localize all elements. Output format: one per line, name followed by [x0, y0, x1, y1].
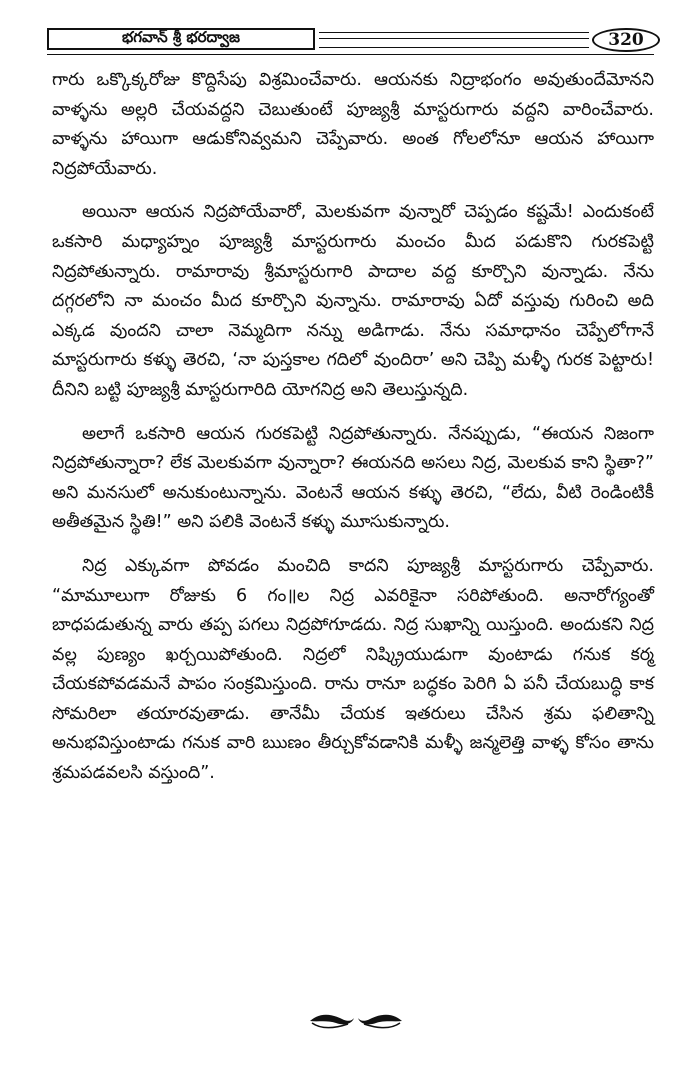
- header-rules: [319, 32, 589, 48]
- paragraph-2: అయినా ఆయన నిద్రపోయేవారో, మెలకువగా వున్నారో చెప్పడం కష్టమే! ఎందుకంటే ఒకసారి మధ్యాహ్నం పూజ్యశ్రీ మాస్టరుగారు మంచం మీద పడుకొని గురకపెట్టి నిద్రపోతున్నారు. రామారావు శ్రీమాస్టరుగారి పాదాల వద్ద కూర్చొని వున్నాడు. నేను దగ్గరలోని నా మంచం మీద కూర్చొని వున్నాను. రామారావు ఏదో వస్తువు గురించి అది ఎక్కడ వుందని చాలా నెమ్మదిగా నన్ను అడిగాడు. నేను సమాధానం చెప్పేలోగానే మాస్టరుగారు కళ్ళు తెరచి, ‘నా పుస్తకాల గదిలో వుందిరా’ అని చెప్పి మళ్ళీ గురక పెట్టారు! దీనిని బట్టి పూజ్యశ్రీ మాస్టరుగారిది యోగనిద్ర అని తెలుస్తున్నది.: [52, 202, 654, 400]
- header-underline: [47, 54, 654, 55]
- double-swirl-divider-icon: [308, 1010, 404, 1032]
- page-number: 320: [592, 28, 660, 52]
- book-title: భగవాన్ శ్రీ భరద్వాజ: [47, 28, 315, 50]
- paragraph-4: నిద్ర ఎక్కువగా పోవడం మంచిది కాదని పూజ్యశ్రీ మాస్టరుగారు చెప్పేవారు. “మామూలుగా రోజుకు 6 గం॥ల నిద్ర ఎవరికైనా సరిపోతుంది. అనారోగ్యంతో బాధపడుతున్న వారు తప్ప పగలు నిద్రపోగూడదు. నిద్ర సుఖాన్ని యిస్తుంది. అందుకని నిద్ర వల్ల పుణ్యం ఖర్చయిపోతుంది. నిద్రలో నిష్క్రియుడుగా వుంటాడు గనుక కర్మ చేయకపోవడమనే పాపం సంక్రమిస్తుంది. రాను రానూ బద్ధకం పెరిగి ఏ పనీ చేయబుద్ధి కాక సోమరిలా తయారవుతాడు. తానేమీ చేయక ఇతరులు చేసిన శ్రమ ఫలితాన్ని అనుభవిస్తుంటాడు గనుక వారి ఋణం తీర్చుకోవడానికి మళ్ళీ జన్మలెత్తి వాళ్ళ కోసం తాను శ్రమపడవలసి వస్తుంది”.: [52, 555, 654, 784]
- paragraph-3: అలాగే ఒకసారి ఆయన గురకపెట్టి నిద్రపోతున్నారు. నేనప్పుడు, “ఈయన నిజంగా నిద్రపోతున్నారా? లేక మెలకువగా వున్నారా? ఈయనది అసలు నిద్ర, మెలకువ కాని స్థితా?” అని మనసులో అనుకుంటున్నాను. వెంటనే ఆయన కళ్ళు తెరచి, “లేదు, వీటి రెండింటికీ అతీతమైన స్థితి!” అని పలికి వెంటనే కళ్ళు మూసుకున్నారు.: [52, 423, 654, 533]
- running-header: [47, 28, 654, 54]
- page-body: [52, 66, 654, 803]
- paragraph-1: గారు ఒక్కొక్కరోజు కొద్దిసేపు విశ్రమించేవారు. ఆయనకు నిద్రాభంగం అవుతుందేమోనని వాళ్ళను అల్లరి చేయవద్దని చెబుతుంటే పూజ్యశ్రీ మాస్టరుగారు వద్దని వారించేవారు. వాళ్ళను హాయిగా ఆడుకోనివ్వమని చెప్పేవారు. అంత గోలలోనూ ఆయన హాయిగా నిద్రపోయేవారు.: [52, 70, 654, 179]
